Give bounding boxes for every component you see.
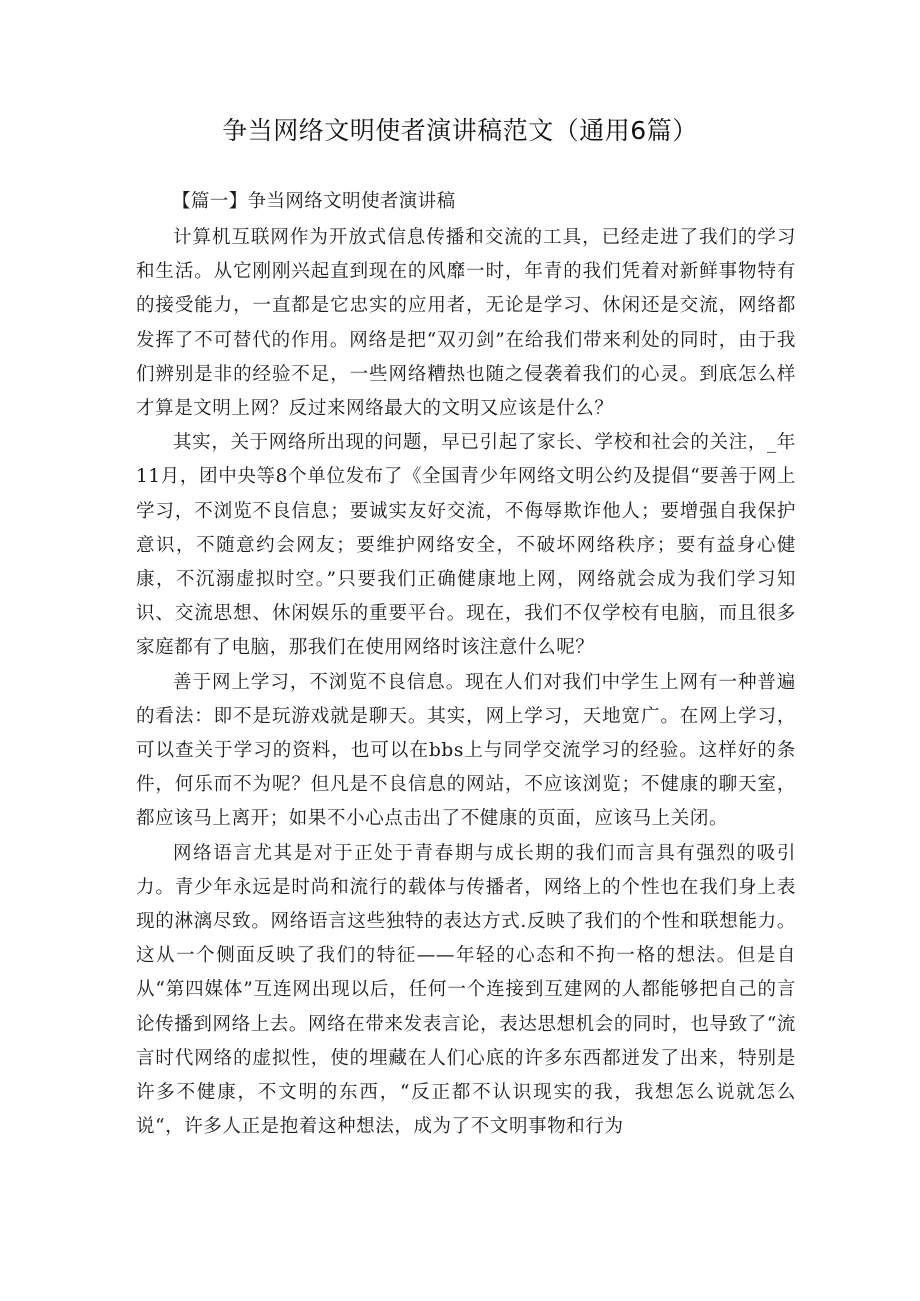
paragraph-2: 其实，关于网络所出现的问题，早已引起了家长、学校和社会的关注，_年11月，团中央等8个单位发布了《全国青少年网络文明公约及提倡“要善于网上学习，不浏览不良信息；要诚实友好交流，不侮辱欺诈他人；要增强自我保护意识，不随意约会网友；要维护网络安全，不破坏网络秩序；要有益身心健康，不沉溺虚拟时空。”只要我们正确健康地上网，网络就会成为我们学习知识、交流思想、休闲娱乐的重要平台。现在，我们不仅学校有电脑，而且很多家庭都有了电脑，那我们在使用网络时该注意什么呢？ bbox=[136, 432, 796, 659]
paragraph-3: 善于网上学习，不浏览不良信息。现在人们对我们中学生上网有一种普遍的看法：即不是玩游戏就是聊天。其实，网上学习，天地宽广。在网上学习，可以查关于学习的资料，也可以在bbs上与同学交流学习的经验。这样好的条件，何乐而不为呢？但凡是不良信息的网站，不应该浏览；不健康的聊天室，都应该马上离开；如果不小心点击出了不健康的页面，应该马上关闭。 bbox=[136, 671, 796, 830]
document-title: 争当网络文明使者演讲稿范文（通用6篇） bbox=[222, 116, 698, 145]
document-body bbox=[136, 184, 796, 1144]
paragraph-4: 网络语言尤其是对于正处于青春期与成长期的我们而言具有强烈的吸引力。青少年永远是时尚和流行的载体与传播者，网络上的个性也在我们身上表现的淋漓尽致。网络语言这些独特的表达方式.反映了我们的个性和联想能力。这从一个侧面反映了我们的特征——年轻的心态和不拘一格的想法。但是自从“第四媒体”互连网出现以后，任何一个连接到互建网的人都能够把自己的言论传播到网络上去。网络在带来发表言论，表达思想机会的同时，也导致了“流言时代网络的虚拟性，使的埋藏在人们心底的许多东西都迸发了出来，特别是许多不健康，不文明的东西，“反正都不认识现实的我，我想怎么说就怎么说“，许多人正是抱着这种想法，成为了不文明事物和行为 bbox=[136, 842, 796, 1138]
section-heading: 【篇一】争当网络文明使者演讲稿 bbox=[172, 191, 456, 212]
paragraph-1: 计算机互联网作为开放式信息传播和交流的工具，已经走进了我们的学习和生活。从它刚刚兴起直到现在的风靡一时，年青的我们凭着对新鲜事物特有的接受能力，一直都是它忠实的应用者，无论是学习、休闲还是交流，网络都发挥了不可替代的作用。网络是把“双刃剑”在给我们带来利处的同时，由于我们辨别是非的经验不足，一些网络糟热也随之侵袭着我们的心灵。到底怎么样才算是文明上网？反过来网络最大的文明又应该是什么？ bbox=[136, 227, 796, 420]
